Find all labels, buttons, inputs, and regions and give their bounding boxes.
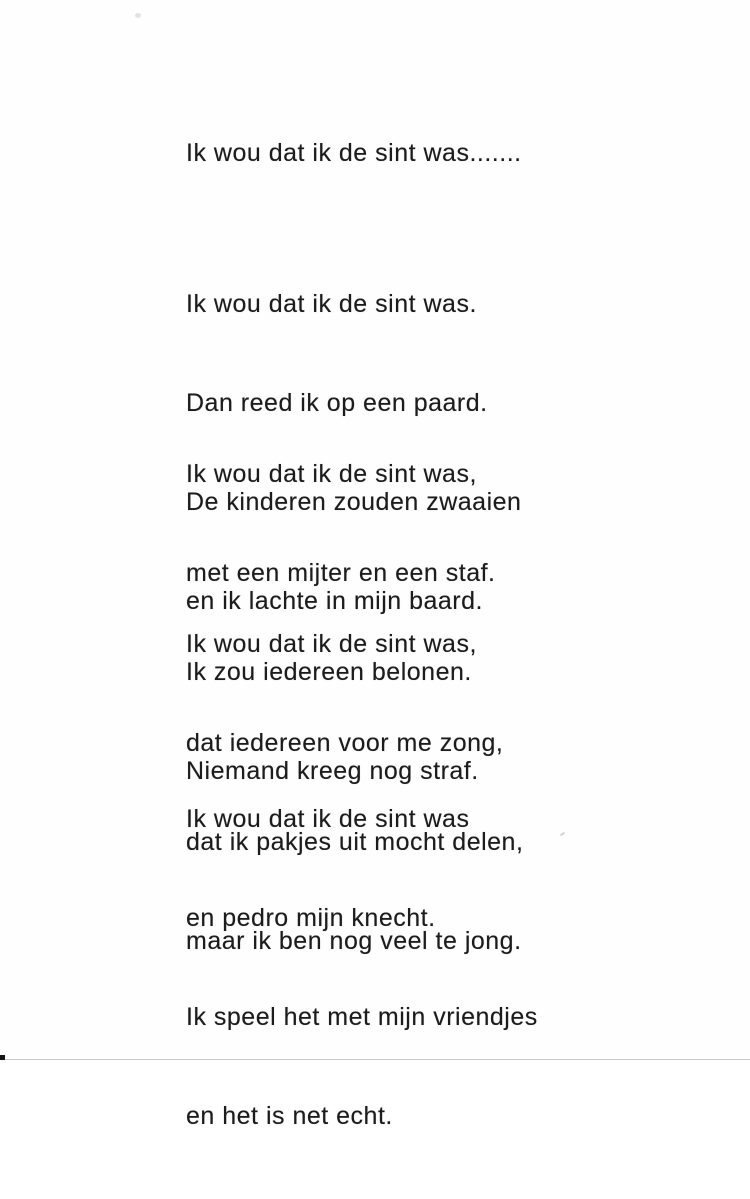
- poem-line: De kinderen zouden zwaaien: [186, 488, 522, 516]
- poem-line: Ik zou iedereen belonen.: [186, 658, 472, 686]
- poem-line: dat ik pakjes uit mocht delen,: [186, 828, 524, 856]
- poem-line: dat iedereen voor me zong,: [186, 729, 504, 757]
- poem-line: Ik wou dat ik de sint was,: [186, 630, 477, 658]
- poem-stanza-4: [186, 737, 538, 1199]
- poem-line: en het is net echt.: [186, 1102, 393, 1130]
- poem-line: met een mijter en een staf.: [186, 559, 496, 587]
- poem-title: Ik wou dat ik de sint was.......: [186, 139, 522, 167]
- poem-line: en pedro mijn knecht.: [186, 904, 436, 932]
- scan-speck: [135, 13, 141, 18]
- poem-line: Niemand kreeg nog straf.: [186, 757, 479, 785]
- poem-line: en ik lachte in mijn baard.: [186, 587, 483, 615]
- scan-speck: [560, 832, 565, 837]
- poem-line: Ik speel het met mijn vriendjes: [186, 1003, 538, 1031]
- scan-edge-line: [0, 1059, 750, 1060]
- poem-line: Ik wou dat ik de sint was: [186, 805, 470, 833]
- scan-corner-mark: [0, 1055, 5, 1060]
- poem-line: Dan reed ik op een paard.: [186, 389, 488, 417]
- poem-line: Ik wou dat ik de sint was,: [186, 460, 477, 488]
- poem-line: Ik wou dat ik de sint was.: [186, 290, 477, 318]
- poem-line: maar ik ben nog veel te jong.: [186, 927, 522, 955]
